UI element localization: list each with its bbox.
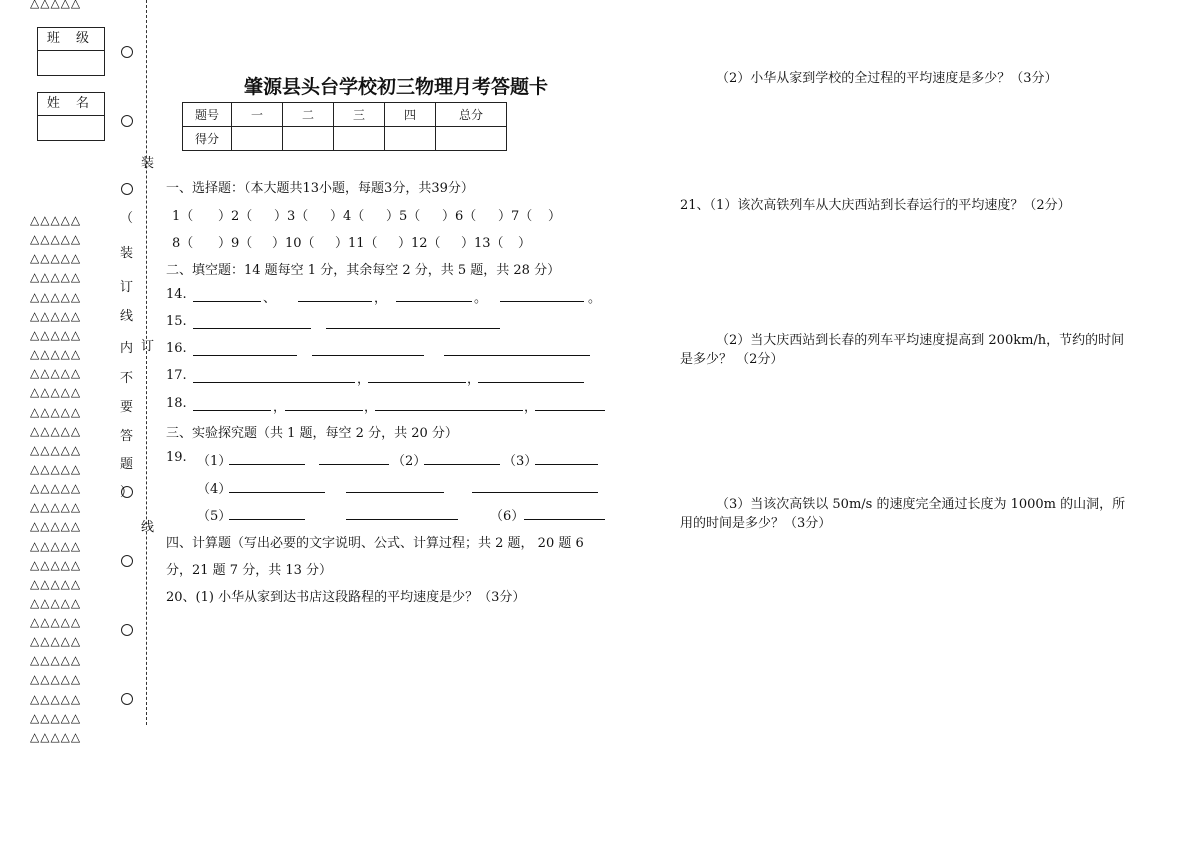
- section-4-heading-line-1: 四、计算题（写出必要的文字说明、公式、计算过程；共 2 题， 20 题 6: [166, 536, 584, 551]
- q19-part-5: （5）: [197, 509, 232, 524]
- score-table: [182, 102, 507, 151]
- section-4-heading-line-2: 分，21 题 7 分，共 13 分）: [166, 563, 333, 578]
- triangle-row: △△△△△: [30, 500, 82, 514]
- q19-number: 19.: [166, 450, 187, 465]
- circle-mark-2: [121, 115, 133, 127]
- class-field[interactable]: [38, 51, 104, 75]
- triangle-row: △△△△△: [30, 251, 82, 265]
- q20-part-1: 20、(1) 小华从家到达书店这段路程的平均速度是少？（3分）: [166, 590, 526, 605]
- choice-1: 1（: [172, 209, 194, 224]
- choice-7: ）7（: [498, 209, 533, 224]
- q17-blank-1[interactable]: [193, 368, 355, 383]
- score-header: 二: [283, 103, 334, 127]
- triangle-row: △△△△△: [30, 270, 82, 284]
- choice-10: ）10（: [272, 236, 315, 251]
- q14-sep-4: 。: [588, 291, 602, 306]
- q21-part-3-line-1: （3）当该次高铁以 50m/s 的速度完全通过长度为 1000m 的山洞，所: [716, 497, 1126, 512]
- binding-word-xian: 线: [141, 520, 155, 535]
- choice-6: ）6（: [442, 209, 477, 224]
- choice-3: ）3（: [274, 209, 309, 224]
- triangle-row: △△△△△: [30, 539, 82, 553]
- q16-blank-3[interactable]: [444, 341, 590, 356]
- q18-sep-2: ，: [364, 400, 378, 415]
- q21-part-1: 21、（1）该次高铁列车从大庆西站到长春运行的平均速度？（2分）: [680, 198, 1071, 213]
- score-cell[interactable]: [436, 127, 507, 151]
- triangle-row: △△△△△: [30, 309, 82, 323]
- circle-mark-3: [121, 183, 133, 195]
- q17-blank-3[interactable]: [478, 368, 584, 383]
- triangle-row: △△△△△: [30, 443, 82, 457]
- q19-blank-1b[interactable]: [319, 450, 389, 465]
- binding-word-zhuang: 装: [141, 156, 155, 171]
- triangle-row: △△△△△: [30, 692, 82, 706]
- q21-part-3-line-2: 用的时间是多少？（3分）: [680, 516, 832, 531]
- score-cell[interactable]: [232, 127, 283, 151]
- seal-char: 题: [120, 457, 134, 472]
- q18-blank-3[interactable]: [375, 396, 523, 411]
- score-cell[interactable]: [283, 127, 334, 151]
- section-1-heading: 一、选择题：（本大题共13小题，每题3分，共39分）: [166, 181, 474, 196]
- q16-blank-2[interactable]: [312, 341, 424, 356]
- q19-part-1: （1）: [197, 454, 232, 469]
- triangle-row: △△△△△: [30, 385, 82, 399]
- triangle-row: △△△△△: [30, 213, 82, 227]
- name-box: [37, 92, 105, 141]
- triangle-row: △△△△△: [30, 328, 82, 342]
- class-label: 班 级: [38, 28, 104, 51]
- q19-part-3: （3）: [503, 454, 538, 469]
- triangle-row: △△△△△: [30, 577, 82, 591]
- score-row-label: 得分: [183, 127, 232, 151]
- seal-char: （: [120, 211, 134, 226]
- triangle-row-top: △△△△△: [30, 0, 82, 10]
- q14-blank-3[interactable]: [396, 287, 472, 302]
- q19-blank-4b[interactable]: [346, 478, 444, 493]
- score-cell[interactable]: [334, 127, 385, 151]
- triangle-row: △△△△△: [30, 596, 82, 610]
- q19-part-6: （6）: [490, 509, 525, 524]
- triangle-row: △△△△△: [30, 711, 82, 725]
- q19-blank-5b[interactable]: [346, 505, 458, 520]
- q14-sep-3: 。: [474, 291, 488, 306]
- score-header: 题号: [183, 103, 232, 127]
- score-header: 三: [334, 103, 385, 127]
- choice-7-close: ）: [548, 209, 562, 224]
- q19-blank-1a[interactable]: [229, 450, 305, 465]
- q18-blank-4[interactable]: [535, 396, 605, 411]
- q19-part-4: （4）: [197, 482, 232, 497]
- triangle-row: △△△△△: [30, 347, 82, 361]
- circle-mark-5: [121, 555, 133, 567]
- choice-5: ）5（: [386, 209, 421, 224]
- score-header: 总分: [436, 103, 507, 127]
- q19-blank-3[interactable]: [535, 450, 598, 465]
- score-cell[interactable]: [385, 127, 436, 151]
- choice-11: ）11（: [335, 236, 378, 251]
- triangle-row: △△△△△: [30, 481, 82, 495]
- choice-9: ）9（: [218, 236, 253, 251]
- name-field[interactable]: [38, 116, 104, 140]
- q18-sep-1: ，: [273, 400, 287, 415]
- choice-2: ）2（: [218, 209, 253, 224]
- choice-13: ）13（: [461, 236, 504, 251]
- q17-sep-1: ，: [357, 372, 371, 387]
- q18-blank-2[interactable]: [285, 396, 363, 411]
- q17-number: 17.: [166, 368, 187, 383]
- score-header: 四: [385, 103, 436, 127]
- q14-number: 14.: [166, 287, 187, 302]
- q15-blank-1[interactable]: [193, 314, 311, 329]
- q19-blank-4c[interactable]: [472, 478, 598, 493]
- seal-char: 内: [120, 341, 134, 356]
- triangle-row: △△△△△: [30, 232, 82, 246]
- triangle-row: △△△△△: [30, 672, 82, 686]
- page-title: 肇源县头台学校初三物理月考答题卡: [244, 76, 549, 98]
- triangle-row: △△△△△: [30, 634, 82, 648]
- class-box: [37, 27, 105, 76]
- q21-part-2-line-1: （2）当大庆西站到长春的列车平均速度提高到 200km/h，节约的时间: [716, 333, 1125, 348]
- choice-12: ）12（: [398, 236, 441, 251]
- q16-number: 16.: [166, 341, 187, 356]
- q18-blank-1[interactable]: [193, 396, 271, 411]
- q16-blank-1[interactable]: [193, 341, 297, 356]
- q14-sep-1: 、: [263, 291, 277, 306]
- choice-4: ）4（: [330, 209, 365, 224]
- q19-blank-6[interactable]: [524, 505, 605, 520]
- choice-8: 8（: [172, 236, 194, 251]
- section-2-heading: 二、填空题：14 题每空 1 分，其余每空 2 分，共 5 题，共 28 分）: [166, 263, 561, 278]
- binding-dashed-line: [146, 0, 147, 725]
- triangle-row: △△△△△: [30, 424, 82, 438]
- triangle-row: △△△△△: [30, 366, 82, 380]
- seal-char: 答: [120, 429, 134, 444]
- triangle-row: △△△△△: [30, 730, 82, 744]
- q19-blank-4a[interactable]: [229, 478, 325, 493]
- name-label: 姓 名: [38, 93, 104, 116]
- choice-13-close: ）: [518, 236, 532, 251]
- q15-number: 15.: [166, 314, 187, 329]
- seal-char: ）: [120, 485, 134, 500]
- q21-part-2-line-2: 是多少？ （2分）: [680, 352, 784, 367]
- q19-part-2: （2）: [392, 454, 427, 469]
- seal-char: 线: [120, 309, 134, 324]
- q19-blank-2[interactable]: [424, 450, 500, 465]
- q17-blank-2[interactable]: [368, 368, 466, 383]
- q15-blank-2[interactable]: [326, 314, 500, 329]
- q14-blank-4[interactable]: [500, 287, 584, 302]
- triangle-row: △△△△△: [30, 558, 82, 572]
- q14-blank-2[interactable]: [298, 287, 372, 302]
- q14-blank-1[interactable]: [193, 287, 261, 302]
- q14-sep-2: ，: [374, 291, 388, 306]
- circle-mark-7: [121, 693, 133, 705]
- seal-char: 要: [120, 400, 134, 415]
- triangle-row: △△△△△: [30, 615, 82, 629]
- section-3-heading: 三、实验探究题（共 1 题，每空 2 分，共 20 分）: [166, 426, 458, 441]
- triangle-row: △△△△△: [30, 653, 82, 667]
- circle-mark-1: [121, 46, 133, 58]
- triangle-row: △△△△△: [30, 290, 82, 304]
- seal-char: 不: [120, 371, 134, 386]
- q17-sep-2: ，: [467, 372, 481, 387]
- q18-number: 18.: [166, 396, 187, 411]
- q18-sep-3: ，: [524, 400, 538, 415]
- binding-word-ding: 订: [141, 339, 155, 354]
- q19-blank-5a[interactable]: [229, 505, 305, 520]
- score-header: 一: [232, 103, 283, 127]
- triangle-row: △△△△△: [30, 405, 82, 419]
- seal-char: 订: [120, 280, 134, 295]
- seal-char: 装: [120, 246, 134, 261]
- triangle-row: △△△△△: [30, 519, 82, 533]
- q20-part-2: （2）小华从家到学校的全过程的平均速度是多少？（3分）: [716, 71, 1058, 86]
- triangle-row: △△△△△: [30, 462, 82, 476]
- circle-mark-6: [121, 624, 133, 636]
